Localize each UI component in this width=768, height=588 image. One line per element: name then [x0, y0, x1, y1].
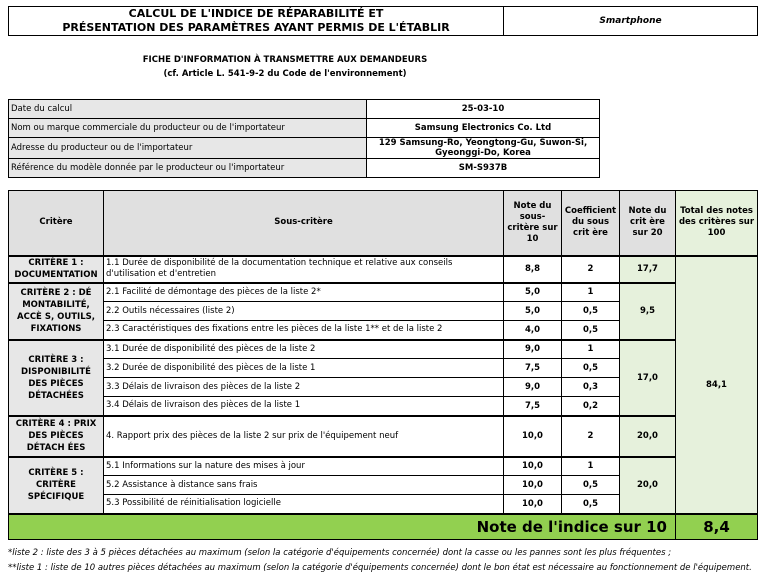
table-row: [9, 340, 758, 359]
subcriterion-note: 10,0: [504, 457, 562, 476]
document-title: [9, 7, 504, 36]
total-score-100: 84,1: [676, 256, 758, 514]
subcriterion-label: 3.1 Durée de disponibilité des pièces de la liste 2: [104, 340, 504, 359]
subcriterion-note: 10,0: [504, 416, 562, 457]
subcriterion-note: 10,0: [504, 476, 562, 495]
subcriterion-label: 2.1 Facilité de démontage des pièces de la liste 2*: [104, 283, 504, 302]
subcriterion-note: 7,5: [504, 359, 562, 378]
subcriterion-label: 2.3 Caractéristiques des fixations entre les pièces de la liste 1** et de la liste 2: [104, 321, 504, 340]
title-line-2: PRÉSENTATION DES PARAMÈTRES AYANT PERMIS DE L'ÉTABLIR: [62, 21, 450, 34]
subcriterion-label: 2.2 Outils nécessaires (liste 2): [104, 302, 504, 321]
criterion-2-name: CRITÈRE 2 : DÉ MONTABILITÉ, ACCÈ S, OUTILS, FIXATIONS: [9, 283, 104, 340]
header-row: [9, 191, 758, 256]
subcriterion-coef: 0,2: [562, 397, 620, 416]
header-total: Total des notes des critères sur 100: [676, 191, 758, 256]
subcriterion-coef: 0,5: [562, 302, 620, 321]
subcriterion-note: 9,0: [504, 378, 562, 397]
info-label: Adresse du producteur ou de l'importateur: [9, 138, 367, 159]
subcriterion-coef: 1: [562, 340, 620, 359]
subheader-line-1: FICHE D'INFORMATION À TRANSMETTRE AUX DEMANDEURS: [142, 55, 428, 65]
subcriterion-coef: 2: [562, 256, 620, 283]
info-value: Samsung Electronics Co. Ltd: [367, 119, 600, 138]
info-value: 129 Samsung-Ro, Yeongtong-Gu, Suwon-Si, Gyeonggi-Do, Korea: [367, 138, 600, 159]
criterion-3-score: 17,0: [620, 340, 676, 416]
subcriterion-coef: 1: [562, 283, 620, 302]
subcriterion-label: 3.4 Délais de livraison des pièces de la liste 1: [104, 397, 504, 416]
info-row-model: [9, 159, 600, 178]
subcriterion-label: 3.2 Durée de disponibilité des pièces de la liste 1: [104, 359, 504, 378]
title-line-1: CALCUL DE L'INDICE DE RÉPARABILITÉ ET: [128, 7, 384, 20]
subcriterion-coef: 0,5: [562, 476, 620, 495]
subcriterion-label: 5.2 Assistance à distance sans frais: [104, 476, 504, 495]
header-note-critere: Note du crit ère sur 20: [620, 191, 676, 256]
final-score-label: Note de l'indice sur 10: [9, 514, 676, 540]
criterion-4-name: CRITÈRE 4 : PRIX DES PIÈCES DÉTACH ÉES: [9, 416, 104, 457]
subcriterion-label: 5.3 Possibilité de réinitialisation logicielle: [104, 495, 504, 514]
footnote-liste-1: **liste 1 : liste de 10 autres pièces détachées au maximum (selon la catégorie d'équipements concernée) dont le bon état est nécessaire au fonctionnement de l'équipement.: [8, 563, 752, 573]
subcriterion-coef: 2: [562, 416, 620, 457]
subcriterion-note: 8,8: [504, 256, 562, 283]
final-score-row: [9, 514, 758, 540]
table-row: [9, 256, 758, 283]
subcriterion-label: 4. Rapport prix des pièces de la liste 2 sur prix de l'équipement neuf: [104, 416, 504, 457]
criteria-table: [8, 190, 758, 540]
criterion-4-score: 20,0: [620, 416, 676, 457]
header-note-sous-critere: Note du sous-critère sur 10: [504, 191, 562, 256]
subcriterion-label: 3.3 Délais de livraison des pièces de la liste 2: [104, 378, 504, 397]
header-coefficient: Coefficient du sous crit ère: [562, 191, 620, 256]
subcriterion-coef: 1: [562, 457, 620, 476]
header-sous-critere: Sous-critère: [104, 191, 504, 256]
info-row-brand: [9, 119, 600, 138]
subheader-line-2: (cf. Article L. 541-9-2 du Code de l'environnement): [163, 69, 407, 79]
info-label: Nom ou marque commerciale du producteur ou de l'importateur: [9, 119, 367, 138]
subcriterion-note: 7,5: [504, 397, 562, 416]
info-row-date: [9, 100, 600, 119]
equipment-category: Smartphone: [504, 7, 758, 36]
info-value: 25-03-10: [367, 100, 600, 119]
info-label: Référence du modèle donnée par le producteur ou l'importateur: [9, 159, 367, 178]
subcriterion-note: 5,0: [504, 283, 562, 302]
info-label: Date du calcul: [9, 100, 367, 119]
criterion-5-name: CRITÈRE 5 : CRITÈRE SPÉCIFIQUE: [9, 457, 104, 514]
subcriterion-label: 5.1 Informations sur la nature des mises à jour: [104, 457, 504, 476]
subcriterion-note: 10,0: [504, 495, 562, 514]
subcriterion-label: 1.1 Durée de disponibilité de la documentation technique et relative aux conseils d'utilisation et d'entretien: [104, 256, 504, 283]
criterion-1-score: 17,7: [620, 256, 676, 283]
subcriterion-coef: 0,5: [562, 495, 620, 514]
header-critere: Critère: [9, 191, 104, 256]
info-value: SM-S937B: [367, 159, 600, 178]
subcriterion-note: 9,0: [504, 340, 562, 359]
info-row-address: [9, 138, 600, 159]
criterion-2-score: 9,5: [620, 283, 676, 340]
criterion-3-name: CRITÈRE 3 : DISPONIBILITÉ DES PIÈCES DÉTACHÉES: [9, 340, 104, 416]
subcriterion-coef: 0,5: [562, 321, 620, 340]
criterion-1-name: CRITÈRE 1 : DOCUMENTATION: [9, 256, 104, 283]
final-score-value: 8,4: [676, 514, 758, 540]
footnote-liste-2: *liste 2 : liste des 3 à 5 pièces détachées au maximum (selon la catégorie d'équipements concernée) dont la casse ou les pannes sont les plus fréquentes ;: [8, 548, 672, 558]
producer-info-table: [8, 99, 600, 178]
subcriterion-coef: 0,3: [562, 378, 620, 397]
table-row: [9, 457, 758, 476]
title-table: [8, 6, 758, 36]
subcriterion-coef: 0,5: [562, 359, 620, 378]
subcriterion-note: 5,0: [504, 302, 562, 321]
table-row: [9, 416, 758, 457]
criterion-5-score: 20,0: [620, 457, 676, 514]
subcriterion-note: 4,0: [504, 321, 562, 340]
table-row: [9, 283, 758, 302]
